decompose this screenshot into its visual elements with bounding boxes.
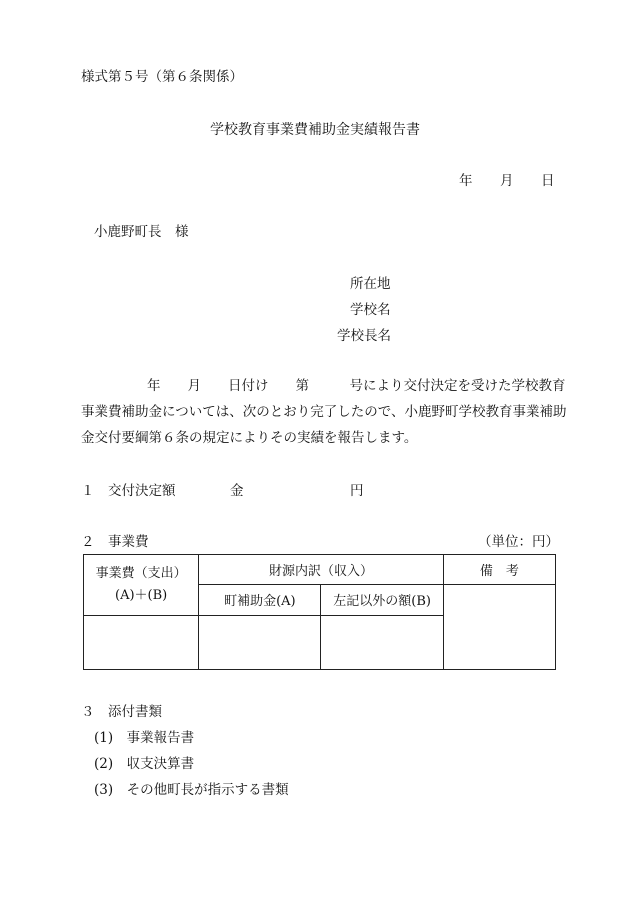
unit-note: （単位：円） — [478, 534, 559, 550]
section-1-label: 交付決定額 — [108, 483, 176, 499]
expense-table — [83, 554, 556, 670]
applicant-principal-label: 学校長名 — [337, 328, 391, 344]
header-notes: 備 考 — [443, 555, 555, 585]
attachment-item: (2) 収支決算書 — [94, 756, 195, 772]
addressee: 小鹿野町長 様 — [94, 224, 189, 240]
document-title: 学校教育事業費補助金実績報告書 — [210, 122, 420, 138]
form-number: 様式第５号（第６条関係） — [81, 69, 243, 85]
header-expense — [84, 555, 199, 616]
header-expense-line-1: 事業費（支出） — [95, 565, 187, 581]
report-body-line-2: 事業費補助金については、次のとおり完了したので、小鹿野町学校教育事業補助 — [81, 404, 567, 420]
section-1-number: １ — [81, 483, 95, 499]
section-2-label: 事業費 — [108, 534, 149, 550]
header-town-subsidy: 町補助金(A) — [199, 585, 321, 615]
header-funding-source: 財源内訳（収入） — [199, 555, 444, 585]
cell-expense-value — [84, 615, 199, 670]
cell-other-amount-value — [321, 615, 443, 670]
section-1-currency-prefix: 金 — [230, 483, 244, 499]
header-other-amount: 左記以外の額(B) — [321, 585, 443, 615]
applicant-school-name-label: 学校名 — [350, 302, 391, 318]
report-body-line-3: 金交付要綱第６条の規定によりその実績を報告します。 — [81, 430, 418, 446]
section-3-label: 添付書類 — [108, 704, 162, 720]
section-2-number: ２ — [81, 534, 95, 550]
attachment-item: (3) その他町長が指示する書類 — [94, 782, 289, 798]
report-body-line-1: 年 月 日付け 第 号により交付決定を受けた学校教育 — [147, 378, 566, 394]
applicant-location-label: 所在地 — [350, 276, 391, 292]
header-expense-line-2: (A)＋(B) — [115, 587, 168, 603]
cell-notes-value — [443, 585, 555, 670]
date-year: 年 — [459, 173, 473, 189]
section-3-number: ３ — [81, 704, 95, 720]
date-day: 日 — [541, 173, 555, 189]
attachment-item: (1) 事業報告書 — [94, 730, 195, 746]
date-month: 月 — [500, 173, 514, 189]
section-1-unit: 円 — [350, 483, 364, 499]
cell-town-subsidy-value — [199, 615, 321, 670]
report-body — [81, 373, 567, 451]
